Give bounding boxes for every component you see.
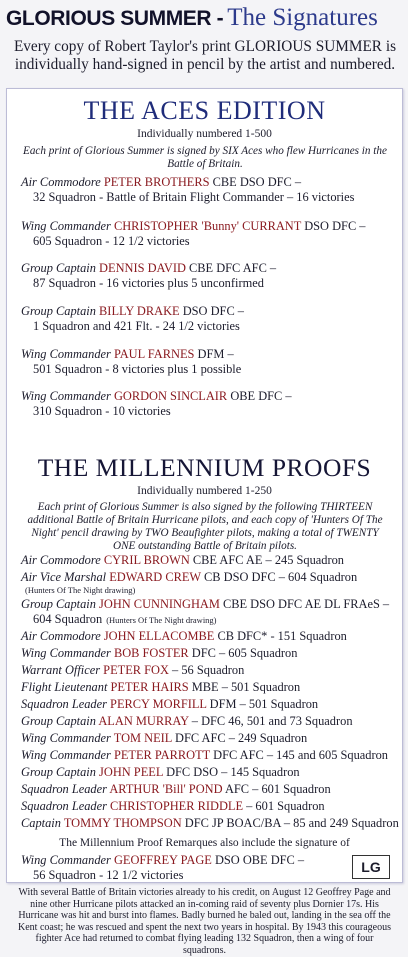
signatory-awards: MBE – 501 Squadron <box>191 680 301 694</box>
geoffrey-page-footnote: With several Battle of Britain victories already to his credit, on August 12 Geoffrey Page and nine other Hurricane pilots attacked an in-coming raid of seventy plus Dornier 17s. His Hurricane was hit and burst into flames. Badly burned he baled out, landing in the sea off the Kent coast; he was rescued and spent the next two years in hospital. By 1943 this courageous fighter Ace had returned to combat flying leading 132 Squadron, then a wing of four squadrons. <box>18 887 391 956</box>
signatory-line1 <box>21 697 399 712</box>
signatory-name: DENNIS DAVID <box>99 261 186 275</box>
signatory-name: ARTHUR 'Bill' POND <box>109 782 223 796</box>
signatory-name: GORDON SINCLAIR <box>113 389 228 403</box>
signatory-name: TOM NEIL <box>113 731 172 745</box>
aces-signatory <box>21 261 399 291</box>
signatory-name: TOMMY THOMPSON <box>63 816 182 830</box>
signatory-rank: Group Captain <box>21 765 96 779</box>
signatures-panel <box>6 88 403 956</box>
signatory-awards: CB DFC* - 151 Squadron <box>217 629 347 643</box>
signatory-name: ALAN MURRAY <box>98 714 189 728</box>
remarque-awards: DSO OBE DFC – <box>214 853 305 867</box>
signatory-awards: DFC JP BOAC/BA – 85 and 249 Squadron <box>184 816 399 830</box>
signatory-line1 <box>21 304 399 319</box>
remarque-note: The Millennium Proof Remarques also include the signature of <box>59 837 350 849</box>
signatory-line2: 32 Squadron - Battle of Britain Flight Commander – 16 victories <box>33 190 355 204</box>
signatory-line1 <box>21 799 399 814</box>
signatory-rank: Wing Commander <box>21 731 111 745</box>
signatory-line1 <box>21 219 399 234</box>
aces-signatory <box>21 304 399 334</box>
signatory-rank: Squadron Leader <box>21 799 107 813</box>
aces-signatory <box>21 389 399 419</box>
signatory-rank: Air Commodore <box>21 175 101 189</box>
signatory-name: EDWARD CREW <box>109 570 201 584</box>
millennium-description: Each print of Glorious Summer is also signed by the following THIRTEEN additional Battle of Britain Hurricane pilots, and each copy of 'Hunters Of The Night' pencil drawing by TWO Beaufighter pilots, making a total of TWENTY ONE outstanding Battle of Britain pilots. <box>27 501 383 552</box>
millennium-signatory <box>21 816 399 831</box>
millennium-signatory <box>21 680 399 695</box>
remarque-signatory <box>21 853 399 883</box>
remarque-rank: Wing Commander <box>21 853 111 867</box>
signatory-awards: – DFC 46, 501 and 73 Squadron <box>191 714 353 728</box>
signatory-line1 <box>21 553 399 568</box>
signatory-line1 <box>21 646 399 661</box>
signatory-rank: Wing Commander <box>21 347 111 361</box>
signatory-rank: Wing Commander <box>21 646 111 660</box>
signatory-rank: Wing Commander <box>21 389 111 403</box>
signatory-line1 <box>21 714 399 729</box>
signatory-line1 <box>21 389 399 404</box>
millennium-signatory <box>21 799 399 814</box>
signatory-name: JOHN PEEL <box>99 765 163 779</box>
signatory-line2 <box>21 612 399 628</box>
signatory-awards: DFC – 605 Squadron <box>191 646 298 660</box>
signatory-line2: 501 Squadron - 8 victories plus 1 possible <box>33 362 242 376</box>
signatory-line1 <box>21 731 399 746</box>
signatory-awards: DFC DSO – 145 Squadron <box>166 765 300 779</box>
signatory-awards: OBE DFC – <box>230 389 292 403</box>
signatory-name: PETER BROTHERS <box>103 175 210 189</box>
signatory-line1 <box>21 765 399 780</box>
millennium-signatory <box>21 597 399 628</box>
signatory-line1 <box>21 782 399 797</box>
signatory-awards: CBE AFC AE – 245 Squadron <box>192 553 345 567</box>
signatory-name: BOB FOSTER <box>113 646 189 660</box>
signatory-line1 <box>21 663 399 678</box>
signatory-name: JOHN CUNNINGHAM <box>99 597 220 611</box>
remarque-name: GEOFFREY PAGE <box>113 853 212 867</box>
millennium-signatory <box>21 714 399 729</box>
signatory-rank: Group Captain <box>21 261 96 275</box>
signatory-line1 <box>21 748 399 763</box>
intro-text: Every copy of Robert Taylor's print GLORIOUS SUMMER is individually hand-signed in pencil by the artist and numbered. <box>13 38 397 73</box>
signatory-rank: Air Commodore <box>21 629 101 643</box>
signatory-awards: DFM – <box>197 347 234 361</box>
signatory-rank: Wing Commander <box>21 748 111 762</box>
signatory-awards: DFC AFC – 249 Squadron <box>175 731 308 745</box>
signatory-name: PAUL FARNES <box>113 347 195 361</box>
signatory-rank: Group Captain <box>21 304 96 318</box>
signatory-awards: AFC – 601 Squadron <box>224 782 331 796</box>
millennium-signatory <box>21 731 399 746</box>
title-left: GLORIOUS SUMMER - <box>6 7 224 30</box>
aces-description: Each print of Glorious Summer is signed by SIX Aces who flew Hurricanes in the Battle of Britain. <box>23 145 387 170</box>
signatory-rank: Squadron Leader <box>21 782 107 796</box>
aces-signatory <box>21 175 399 205</box>
signatory-rank: Wing Commander <box>21 219 111 233</box>
signatory-line1 <box>21 597 399 612</box>
aces-edition-title: THE ACES EDITION <box>83 96 326 125</box>
signatory-line2: 1 Squadron and 421 Flt. - 24 1/2 victories <box>33 319 240 333</box>
signatory-awards: DSO DFC – <box>182 304 245 318</box>
millennium-signatory <box>21 663 399 678</box>
aces-numbering: Individually numbered 1-500 <box>137 128 272 140</box>
signatory-name: CHRISTOPHER RIDDLE <box>110 799 244 813</box>
millennium-signatory <box>21 570 399 595</box>
signatory-name: CYRIL BROWN <box>103 553 190 567</box>
millennium-signatory <box>21 646 399 661</box>
signatory-rank: Group Captain <box>21 714 96 728</box>
signatory-rank: Group Captain <box>21 597 96 611</box>
signatory-name: JOHN ELLACOMBE <box>103 629 215 643</box>
signatory-name: PETER PARROTT <box>113 748 211 762</box>
signatory-line1 <box>21 261 399 276</box>
millennium-signatory <box>21 748 399 763</box>
signatory-line2: 605 Squadron - 12 1/2 victories <box>33 234 190 248</box>
signatory-rank: Air Vice Marshal <box>21 570 107 584</box>
aces-signatory <box>21 219 399 249</box>
millennium-signatory <box>21 782 399 797</box>
signatory-awards: DSO DFC – <box>304 219 366 233</box>
watermark-mark: LG <box>352 855 390 879</box>
signatory-line1 <box>21 629 399 644</box>
millennium-signatory <box>21 765 399 780</box>
signatory-awards: – 56 Squadron <box>172 663 245 677</box>
signatory-name: PETER HAIRS <box>110 680 189 694</box>
signatory-awards: CBE DSO DFC AE DL FRAeS – <box>222 597 390 611</box>
signatory-note: (Hunters Of The Night drawing) <box>106 615 217 625</box>
millennium-signatory <box>21 629 399 644</box>
signatory-awards: – 601 Squadron <box>246 799 325 813</box>
title-right: The Signatures <box>227 4 378 31</box>
signatory-awards: CBE DSO DFC – <box>212 175 302 189</box>
signatory-awards: DFM – 501 Squadron <box>209 697 319 711</box>
signatory-rank: Squadron Leader <box>21 697 107 711</box>
remarque-line2: 56 Squadron - 12 1/2 victories <box>33 868 184 882</box>
signatory-rank: Flight Lieutenant <box>21 680 108 694</box>
signatory-line1 <box>21 680 399 695</box>
signatory-name: PETER FOX <box>103 663 169 677</box>
signatory-awards: DFC AFC – 145 and 605 Squadron <box>213 748 388 762</box>
signatory-line2: 87 Squadron - 16 victories plus 5 unconfirmed <box>33 276 264 290</box>
signatory-line1 <box>21 570 399 585</box>
signatory-awards: CBE DFC AFC – <box>189 261 277 275</box>
signatory-line1 <box>21 816 399 831</box>
signatory-rank: Captain <box>21 816 61 830</box>
signatory-name: PERCY MORFILL <box>110 697 207 711</box>
signatory-name: CHRISTOPHER 'Bunny' CURRANT <box>113 219 302 233</box>
signatory-rank: Warrant Officer <box>21 663 101 677</box>
signatory-note: (Hunters Of The Night drawing) <box>25 585 136 595</box>
millennium-signatory <box>21 697 399 712</box>
aces-signatory <box>21 347 399 377</box>
signatory-line2: 310 Squadron - 10 victories <box>33 404 171 418</box>
signatory-line1 <box>21 347 399 362</box>
signatory-name: BILLY DRAKE <box>99 304 180 318</box>
millennium-proofs-title: THE MILLENNIUM PROOFS <box>37 453 372 482</box>
signatory-awards: CB DSO DFC – 604 Squadron <box>204 570 358 584</box>
signatory-line2-text: 604 Squadron <box>33 612 103 626</box>
millennium-signatory <box>21 553 399 568</box>
page-header <box>6 4 406 32</box>
signatory-rank: Air Commodore <box>21 553 101 567</box>
millennium-numbering: Individually numbered 1-250 <box>137 485 272 497</box>
signatory-line1 <box>21 175 399 190</box>
